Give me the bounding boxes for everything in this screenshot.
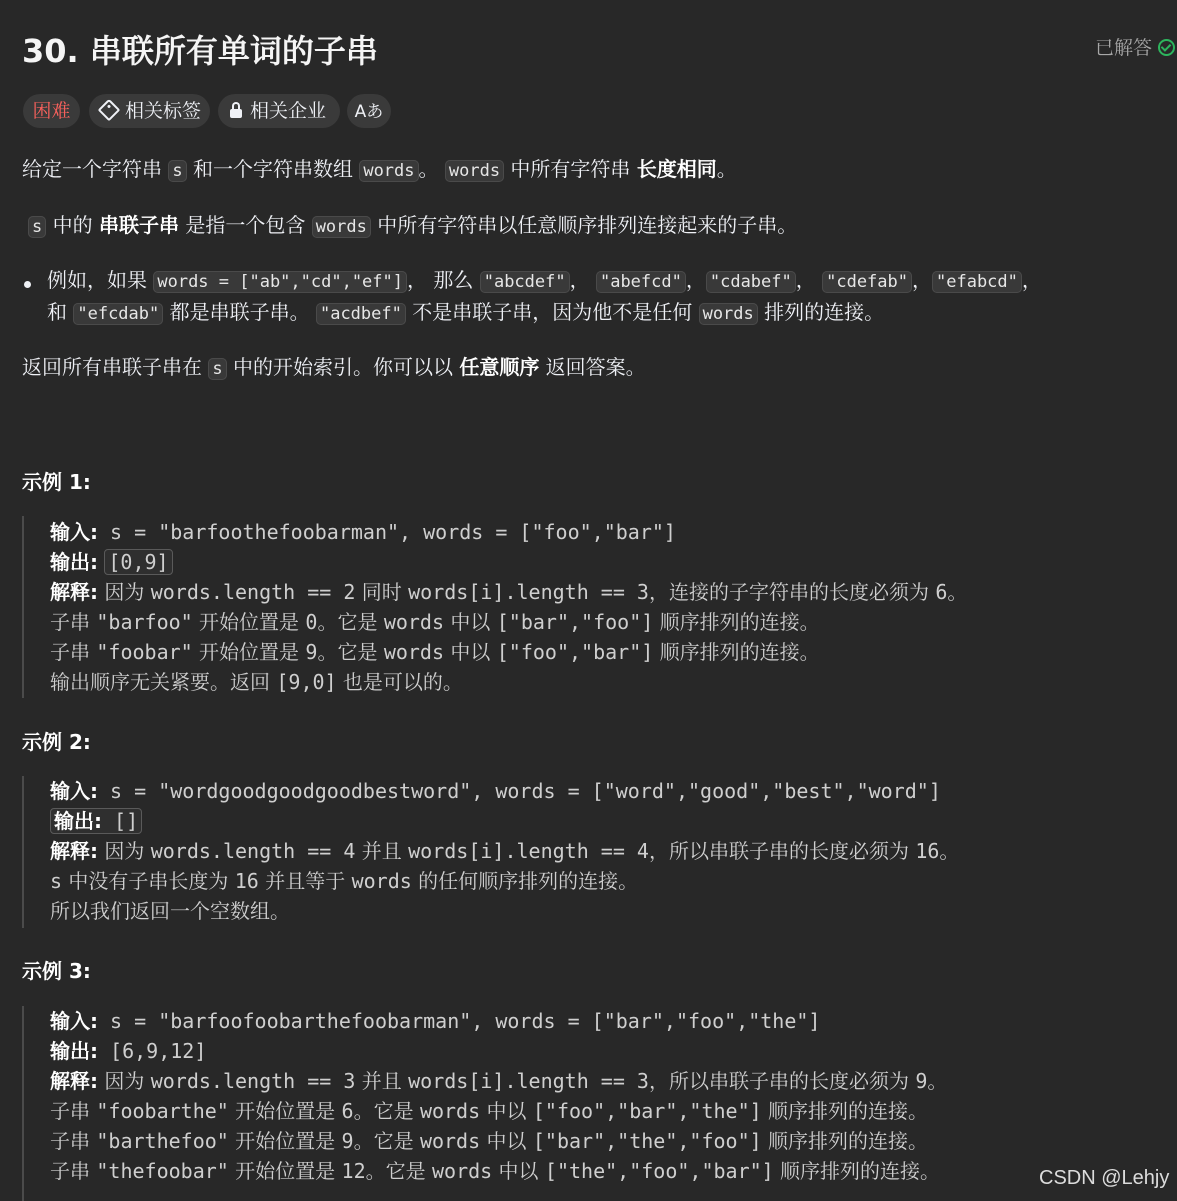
inline-text: 中以 <box>444 610 497 634</box>
inline-text: 都是串联子串。 <box>163 300 316 324</box>
inline-text: 解释: <box>50 580 98 604</box>
inline-text: 输入: <box>50 779 98 803</box>
description-paragraph-2 <box>28 210 797 242</box>
inline-code: "cdefab" <box>822 271 912 293</box>
inline-code: words <box>445 160 504 182</box>
inline-code: words = ["ab","cd","ef"] <box>153 271 407 293</box>
inline-text: 任意顺序 <box>459 355 540 379</box>
inline-text: 长度相同 <box>636 157 717 181</box>
inline-text: 中没有子串长度为 <box>62 869 235 893</box>
inline-text: 。 <box>947 580 968 604</box>
watermark: CSDN @Lehjy <box>1039 1167 1170 1189</box>
inline-code: s = "wordgoodgoodgoodbestword", words = ["word","good","best","word"] <box>98 779 941 803</box>
inline-code: 16 <box>915 839 940 863</box>
inline-text: 开始位置是 <box>228 1099 342 1123</box>
inline-code: "acdbef" <box>316 303 406 325</box>
inline-text: 子串 <box>50 1159 97 1183</box>
example-1-title: 示例 1: <box>22 470 91 494</box>
inline-text: 输出: <box>50 550 98 574</box>
inline-code: words <box>383 640 445 664</box>
inline-code: "abcdef" <box>480 271 570 293</box>
inline-code: "foobarthe" <box>96 1099 229 1123</box>
difficulty-badge: 困难 <box>23 94 80 128</box>
example-3-explain-2 <box>50 1096 928 1126</box>
inline-text: ，所以串联子串的长度必须为 <box>648 1069 916 1093</box>
inline-text: 。它是 <box>317 610 384 634</box>
inline-text: 排列的连接。 <box>757 300 885 324</box>
inline-text: 子串 <box>50 1129 97 1153</box>
inline-code: words.length == 2 <box>150 580 356 604</box>
solved-label: 已解答 <box>1095 37 1153 59</box>
inline-code: 9 <box>305 640 318 664</box>
example-1-input <box>50 517 676 547</box>
inline-code: words <box>383 610 445 634</box>
inline-text: 的任何顺序排列的连接。 <box>411 869 639 893</box>
related-companies-button[interactable] <box>218 94 340 128</box>
inline-code: [] <box>102 809 139 833</box>
inline-text: 。 <box>418 157 445 181</box>
inline-text: 中的 <box>46 213 99 237</box>
tag-icon <box>98 99 121 122</box>
example-1-explain-3 <box>50 637 820 667</box>
inline-text: 不是串联子串，因为他不是任何 <box>405 300 699 324</box>
example-3-input <box>50 1006 820 1036</box>
inline-text: 开始位置是 <box>228 1129 342 1153</box>
inline-code: 6 <box>935 580 948 604</box>
inline-text: 。它是 <box>365 1159 432 1183</box>
inline-code: 9 <box>915 1069 928 1093</box>
inline-code: words[i].length == 4 <box>408 839 649 863</box>
example-3-explain-4 <box>50 1156 940 1186</box>
inline-text: 。 <box>716 157 737 181</box>
example-1-explain-2 <box>50 607 820 637</box>
inline-code: words <box>419 1129 481 1153</box>
example-3-block <box>22 1006 24 1201</box>
example-1-explain-1 <box>50 577 967 607</box>
inline-code: s <box>168 160 186 182</box>
inline-code: words[i].length == 3 <box>408 580 649 604</box>
inline-text: 和 <box>47 300 74 324</box>
inline-code: words.length == 3 <box>150 1069 356 1093</box>
inline-text: 并且 <box>355 839 409 863</box>
inline-text: 输入: <box>50 1009 98 1033</box>
inline-code: "barthefoo" <box>96 1129 229 1153</box>
inline-text <box>50 808 142 834</box>
inline-code: words <box>359 160 418 182</box>
example-2-explain-3 <box>50 896 290 926</box>
inline-code: words <box>431 1159 493 1183</box>
check-circle-icon <box>1158 39 1175 56</box>
inline-code: words <box>699 303 758 325</box>
inline-text: 是指一个包含 <box>178 213 312 237</box>
inline-text: 中所有字符串以任意顺序排列连接起来的子串。 <box>370 213 798 237</box>
inline-text: ， <box>1021 268 1042 292</box>
solved-status <box>1095 33 1175 60</box>
inline-text: 中以 <box>492 1159 545 1183</box>
inline-text: 中以 <box>444 640 497 664</box>
inline-text: 子串 <box>50 610 97 634</box>
inline-code: "foobar" <box>96 640 193 664</box>
description-bullet-line-2 <box>47 297 884 329</box>
translate-icon: Aあ <box>354 102 384 122</box>
inline-text: 和一个字符串数组 <box>186 157 360 181</box>
inline-text: 子串 <box>50 640 97 664</box>
inline-text: 输出: <box>50 1039 98 1063</box>
inline-text: 解释: <box>50 839 98 863</box>
inline-text: ，连接的子字符串的长度必须为 <box>648 580 936 604</box>
example-2-title: 示例 2: <box>22 730 91 754</box>
inline-text: 顺序排列的连接。 <box>653 640 820 664</box>
example-1-output <box>50 547 173 577</box>
inline-code: s <box>208 358 226 380</box>
inline-code: "abefcd" <box>596 271 686 293</box>
inline-text: 开始位置是 <box>192 610 306 634</box>
example-3-explain-3 <box>50 1126 928 1156</box>
inline-code: ["bar","the","foo"] <box>532 1129 762 1153</box>
inline-code: 0 <box>305 610 318 634</box>
inline-text: 串联子串 <box>98 213 179 237</box>
example-3-explain-1 <box>50 1066 947 1096</box>
inline-text: 。它是 <box>353 1129 420 1153</box>
inline-text: 中以 <box>480 1129 533 1153</box>
inline-text: 也是可以的。 <box>336 670 463 694</box>
inline-text: 顺序排列的连接。 <box>761 1129 929 1153</box>
inline-text: 因为 <box>98 580 151 604</box>
inline-text: 。它是 <box>317 640 384 664</box>
example-2-explain-2 <box>50 866 638 896</box>
inline-text: 并且等于 <box>258 869 352 893</box>
translate-button[interactable] <box>347 94 391 128</box>
inline-code: ["the","foo","bar"] <box>544 1159 774 1183</box>
related-topics-label: 相关标签 <box>125 100 202 122</box>
bullet-icon <box>24 281 31 288</box>
inline-text: 同时 <box>355 580 409 604</box>
example-2-explain-1 <box>50 836 959 866</box>
inline-text: 开始位置是 <box>228 1159 342 1183</box>
inline-text: ， 那么 <box>407 268 480 292</box>
inline-text: 返回答案。 <box>539 355 646 379</box>
example-1-block <box>22 516 24 698</box>
inline-code: words <box>312 216 371 238</box>
inline-text: 输入: <box>50 520 98 544</box>
inline-text: ， <box>795 268 823 292</box>
inline-code: s = "barfoothefoobarman", words = ["foo","bar"] <box>98 520 676 544</box>
inline-code: words <box>351 869 412 893</box>
description-bullet-line-1 <box>47 265 1042 297</box>
inline-text: ， <box>569 268 596 292</box>
inline-text: 中的开始索引。你可以以 <box>226 355 460 379</box>
inline-text: 顺序排列的连接。 <box>653 610 820 634</box>
related-topics-button[interactable] <box>89 94 210 128</box>
example-2-input <box>50 776 941 806</box>
inline-text: 输出: <box>54 809 102 833</box>
example-3-title: 示例 3: <box>22 959 91 983</box>
inline-code: 6 <box>341 1099 354 1123</box>
inline-text: 解释: <box>50 1069 98 1093</box>
description-paragraph-1 <box>22 154 737 186</box>
related-companies-label: 相关企业 <box>250 100 327 122</box>
inline-text: 子串 <box>50 1099 97 1123</box>
inline-code: s = "barfoofoobarthefoobarman", words = ["bar","foo","the"] <box>98 1009 821 1033</box>
inline-text: 。它是 <box>353 1099 420 1123</box>
inline-code: s <box>50 869 63 893</box>
inline-text: 。 <box>927 1069 948 1093</box>
inline-code: words.length == 4 <box>150 839 356 863</box>
inline-text: 因为 <box>98 839 151 863</box>
inline-code: 16 <box>234 869 259 893</box>
inline-code: 9 <box>341 1129 354 1153</box>
inline-code: words <box>419 1099 481 1123</box>
inline-text: 顺序排列的连接。 <box>761 1099 929 1123</box>
inline-code: "cdabef" <box>706 271 796 293</box>
inline-code: "barfoo" <box>96 610 193 634</box>
inline-code: "efabcd" <box>932 271 1022 293</box>
inline-text: 例如，如果 <box>47 268 154 292</box>
inline-text: 因为 <box>98 1069 151 1093</box>
example-1-explain-4 <box>50 667 463 697</box>
problem-title: 30. 串联所有单词的子串 <box>22 32 378 70</box>
inline-text: ， <box>912 268 932 292</box>
inline-code: ["bar","foo"] <box>496 610 654 634</box>
example-2-block <box>22 776 24 928</box>
inline-text: 开始位置是 <box>192 640 306 664</box>
inline-text: 返回所有串联子串在 <box>22 355 209 379</box>
inline-text: 输出顺序无关紧要。返回 <box>50 670 277 694</box>
inline-code: words[i].length == 3 <box>408 1069 649 1093</box>
inline-code: ["foo","bar"] <box>496 640 654 664</box>
description-paragraph-3 <box>22 352 646 384</box>
inline-code: "thefoobar" <box>96 1159 229 1183</box>
inline-code: 12 <box>341 1159 366 1183</box>
inline-text: 给定一个字符串 <box>22 157 169 181</box>
inline-text: 所以我们返回一个空数组。 <box>50 899 290 923</box>
example-3-output <box>50 1036 206 1066</box>
inline-text: 中以 <box>480 1099 533 1123</box>
inline-code: [0,9] <box>104 549 172 575</box>
lock-icon <box>230 109 242 118</box>
inline-text: 。 <box>939 839 960 863</box>
example-2-output <box>50 806 142 836</box>
inline-text: 顺序排列的连接。 <box>773 1159 941 1183</box>
inline-text: 并且 <box>355 1069 409 1093</box>
inline-code: [6,9,12] <box>98 1039 207 1063</box>
inline-text: 中所有字符串 <box>504 157 637 181</box>
inline-text: ，所以串联子串的长度必须为 <box>648 839 916 863</box>
inline-code: "efcdab" <box>73 303 163 325</box>
inline-code: ["foo","bar","the"] <box>532 1099 762 1123</box>
inline-code: [9,0] <box>276 670 337 694</box>
inline-text: ， <box>685 268 706 292</box>
inline-code: s <box>28 216 46 238</box>
